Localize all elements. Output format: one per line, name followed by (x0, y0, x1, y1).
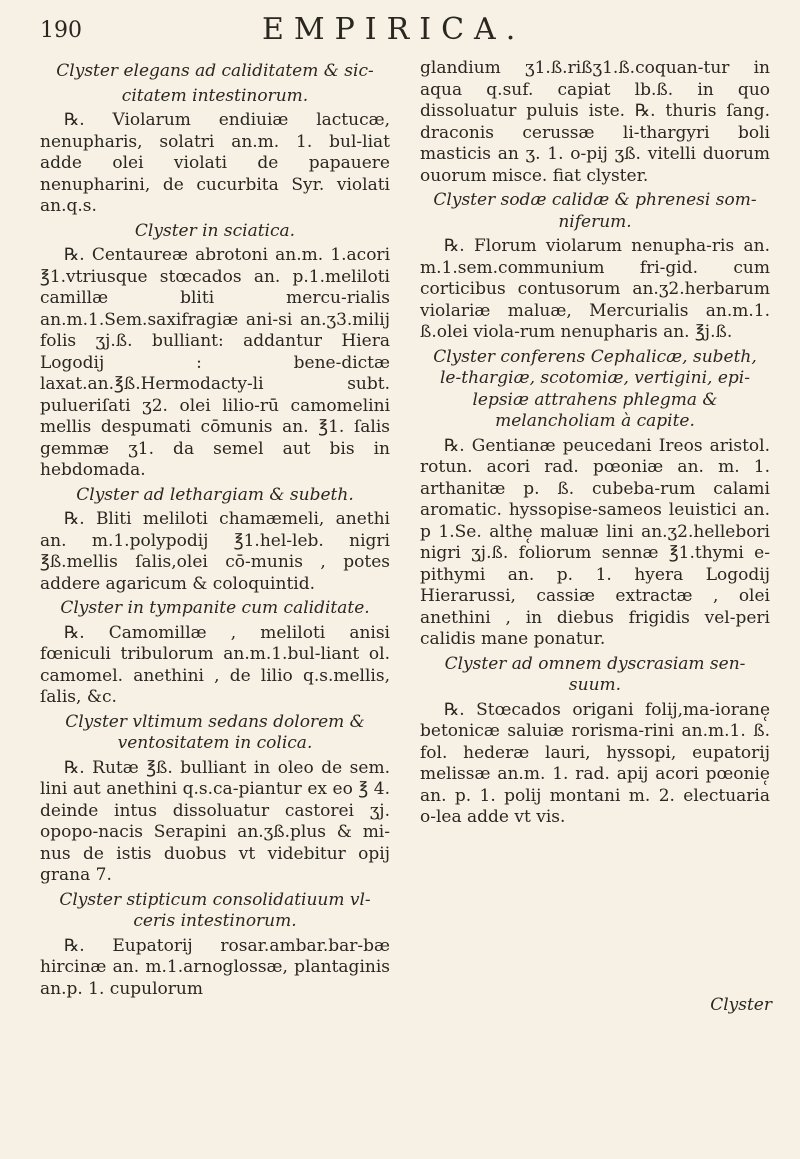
recipe-heading: Clyster in sciatica. (134, 220, 296, 241)
catchword: Clyster (710, 995, 772, 1015)
recipe-heading: Clyster vltimum sedans dolorem & ventositatem in colica. (65, 711, 365, 753)
recipe-paragraph: ℞. Violarum endiuiæ lactucæ, nenupharis, solatri an.m. 1. bul-liat adde olei violati de papauere nenupharini, de cucurbita Syr. violati an.q.s. (40, 110, 390, 216)
recipe-paragraph: ℞. Gentianæ peucedani Ireos aristol. rotun. acori rad. pœoniæ an. m. 1. arthanitæ p. ß. cubeba-rum calami aromatic. hyssopise-sameos leuistici an. p 1.Se. althe̜ maluæ lini an.ʒ2.hellebori nigri ʒj.ß. foliorum sennæ ℥1.thymi e-pithymi an. p. 1. hyera Logodij Hierarussi, cassiæ extractæ , olei anethini , in diebus frigidis vel-peri calidis mane ponatur. (420, 435, 770, 649)
recipe-heading: Clyster ad lethargiam & subeth. (76, 484, 354, 505)
recipe-paragraph: ℞. Florum violarum nenupha-ris an. m.1.sem.communium fri-gid. cum corticibus contusorum an.ʒ2.herbarum violariæ maluæ, Mercurialis an.m.1. ß.olei viola-rum nenupharis an. ℥j.ß. (420, 236, 770, 342)
page-number: 190 (40, 18, 82, 43)
recipe-paragraph: ℞. Rutæ ℥ß. bulliant in oleo de sem. lini aut anethini q.s.ca-piantur ex eo ℥ 4. deinde intus dissoluatur castorei ʒj. opopo-nacis Serapini an.ʒß.plus & mi-nus de istis duobus vt videbitur opij grana 7. (40, 757, 390, 885)
recipe-heading: Clyster stipticum consolidatiuum vl-ceris intestinorum. (59, 889, 371, 931)
recipe-heading: Clyster sodæ calidæ & phrenesi som-niferum. (433, 190, 757, 232)
recipe-paragraph: glandium ʒ1.ß.rißʒ1.ß.coquan-tur in aqua q.suf. capiat lb.ß. in quo dissoluatur puluis iste. ℞. thuris ſang. draconis cerussæ li-thargyri boli masticis an ʒ. 1. o-pij ʒß. vitelli duorum ouorum misce. fiat clyster. (420, 58, 770, 186)
recipe-paragraph: ℞. Centaureæ abrotoni an.m. 1.acori ℥1.vtriusque stœcados an. p.1.meliloti camillæ bliti mercu-rialis an.m.1.Sem.saxifragiæ ani-si an.ʒ3.milij folis ʒj.ß. bulliant: addantur Hiera Logodij : bene-dictæ laxat.an.℥ß.Hermodacty-li subt. pulueriſati ʒ2. olei lilio-rū camomelini mellis despumati cōmunis an. ℥1. ſalis gemmæ ʒ1. da semel aut bis in hebdomada. (40, 245, 390, 480)
recipe-heading: Clyster ad omnem dyscrasiam sen-suum. (444, 653, 746, 695)
recipe-heading: Clyster in tympanite cum caliditate. (60, 598, 370, 618)
right-column (420, 58, 770, 831)
recipe-paragraph: ℞. Stœcados origani folij,ma-iorane̜ betonicæ saluiæ rorisma-rini an.m.1. ß. fol. hederæ lauri, hyssopi, eupatorij melissæ an.m. 1. rad. apij acori pœonie̜ an. p. 1. polij montani m. 2. electuaria o-lea adde vt vis. (420, 699, 770, 827)
left-column (40, 58, 390, 1002)
recipe-heading: Clyster elegans ad caliditatem & sic- (56, 61, 374, 81)
recipe-paragraph: ℞. Bliti meliloti chamæmeli, anethi an. m.1.polypodij ℥1.hel-leb. nigri ℥ß.mellis ſalis,olei cō-munis , potes addere agaricum & coloquintid. (40, 509, 390, 594)
recipe-heading: citatem intestinorum. (121, 85, 309, 106)
recipe-paragraph: ℞. Eupatorij rosar.ambar.bar-bæ hircinæ an. m.1.arnoglossæ, plantaginis an.p. 1. cupulorum (40, 935, 390, 999)
running-head: EMPIRICA. (262, 12, 526, 47)
recipe-paragraph: ℞. Camomillæ , meliloti anisi fœniculi tribulorum an.m.1.bul-liant ol. camomel. anethini , de lilio q.s.mellis, ſalis, &c. (40, 622, 390, 707)
recipe-heading: Clyster conferens Cephalicæ, subeth, le-thargiæ, scotomiæ, vertigini, epi-lepsiæ attrahens phlegma & melancholiam à capite. (433, 346, 757, 431)
page-header (40, 12, 780, 52)
